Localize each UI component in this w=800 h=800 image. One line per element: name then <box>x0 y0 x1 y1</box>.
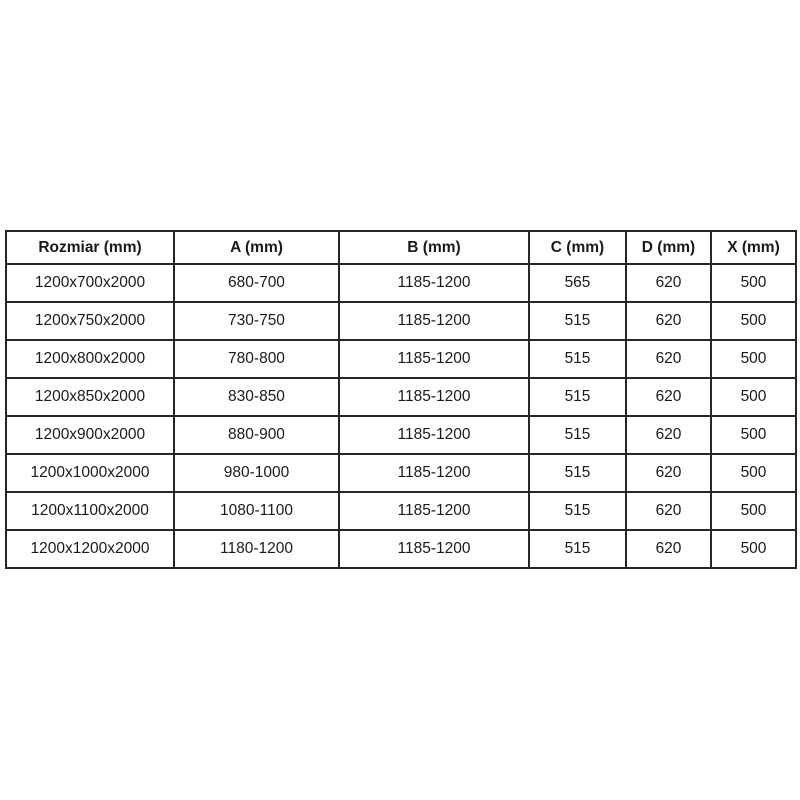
table-cell-a: 1180-1200 <box>174 530 339 568</box>
table-cell-rozmiar: 1200x800x2000 <box>6 340 174 378</box>
table-row <box>6 530 796 568</box>
table-header-row <box>6 231 796 264</box>
table-cell-c: 515 <box>529 492 626 530</box>
table-row <box>6 416 796 454</box>
table-cell-x: 500 <box>711 340 796 378</box>
table-cell-b: 1185-1200 <box>339 530 529 568</box>
table-cell-x: 500 <box>711 302 796 340</box>
table-cell-c: 515 <box>529 340 626 378</box>
table-cell-b: 1185-1200 <box>339 340 529 378</box>
table-cell-a: 1080-1100 <box>174 492 339 530</box>
table-cell-c: 565 <box>529 264 626 302</box>
table-cell-b: 1185-1200 <box>339 264 529 302</box>
table-cell-c: 515 <box>529 302 626 340</box>
table-cell-rozmiar: 1200x750x2000 <box>6 302 174 340</box>
table-cell-x: 500 <box>711 492 796 530</box>
table-cell-d: 620 <box>626 264 711 302</box>
table-cell-a: 730-750 <box>174 302 339 340</box>
col-header-x: X (mm) <box>711 231 796 264</box>
table-row <box>6 378 796 416</box>
col-header-rozmiar: Rozmiar (mm) <box>6 231 174 264</box>
table-row <box>6 302 796 340</box>
table-row <box>6 492 796 530</box>
table-cell-x: 500 <box>711 530 796 568</box>
table-cell-x: 500 <box>711 454 796 492</box>
table-cell-d: 620 <box>626 454 711 492</box>
table-cell-d: 620 <box>626 302 711 340</box>
table-cell-b: 1185-1200 <box>339 416 529 454</box>
size-specification-table <box>5 230 797 569</box>
table-cell-c: 515 <box>529 416 626 454</box>
table-cell-a: 680-700 <box>174 264 339 302</box>
table-cell-a: 880-900 <box>174 416 339 454</box>
table-cell-c: 515 <box>529 378 626 416</box>
table-cell-a: 780-800 <box>174 340 339 378</box>
table-cell-a: 980-1000 <box>174 454 339 492</box>
table-cell-rozmiar: 1200x1000x2000 <box>6 454 174 492</box>
table-cell-x: 500 <box>711 264 796 302</box>
table-cell-b: 1185-1200 <box>339 378 529 416</box>
table-cell-d: 620 <box>626 492 711 530</box>
table-cell-c: 515 <box>529 454 626 492</box>
table-cell-rozmiar: 1200x900x2000 <box>6 416 174 454</box>
table-cell-b: 1185-1200 <box>339 454 529 492</box>
table-cell-d: 620 <box>626 340 711 378</box>
table-cell-x: 500 <box>711 378 796 416</box>
table-row <box>6 454 796 492</box>
table-cell-a: 830-850 <box>174 378 339 416</box>
table-cell-d: 620 <box>626 530 711 568</box>
table-cell-b: 1185-1200 <box>339 302 529 340</box>
col-header-b: B (mm) <box>339 231 529 264</box>
table-row <box>6 264 796 302</box>
col-header-a: A (mm) <box>174 231 339 264</box>
table-cell-b: 1185-1200 <box>339 492 529 530</box>
table-row <box>6 340 796 378</box>
table-cell-rozmiar: 1200x850x2000 <box>6 378 174 416</box>
table-cell-c: 515 <box>529 530 626 568</box>
table-cell-rozmiar: 1200x1100x2000 <box>6 492 174 530</box>
table-cell-d: 620 <box>626 416 711 454</box>
table-cell-rozmiar: 1200x1200x2000 <box>6 530 174 568</box>
col-header-c: C (mm) <box>529 231 626 264</box>
table-cell-d: 620 <box>626 378 711 416</box>
table-cell-rozmiar: 1200x700x2000 <box>6 264 174 302</box>
table-cell-x: 500 <box>711 416 796 454</box>
col-header-d: D (mm) <box>626 231 711 264</box>
